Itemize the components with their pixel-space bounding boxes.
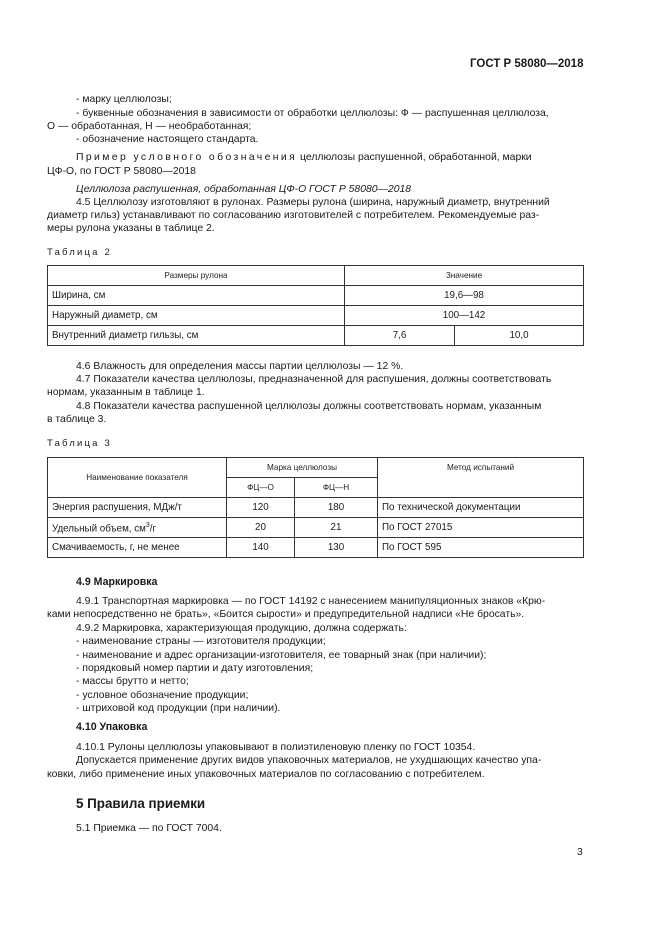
- table-cell: Ширина, см: [48, 286, 345, 306]
- section-heading: 4.10 Упаковка: [76, 721, 148, 733]
- list-item: - условное обозначение продукции;: [76, 690, 249, 701]
- paragraph-line: 4.10.1 Рулоны целлюлозы упаковывают в полиэтиленовую пленку по ГОСТ 10354.: [76, 742, 476, 753]
- table-cell: По технической документации: [378, 498, 584, 518]
- table-2-caption: Таблица 2: [47, 247, 112, 258]
- document-code: ГОСТ Р 58080—2018: [470, 58, 584, 70]
- paragraph-line: меры рулона указаны в таблице 2.: [47, 223, 215, 234]
- superscript: 3: [145, 522, 150, 530]
- paragraph-line: 5.1 Приемка — по ГОСТ 7004.: [76, 823, 222, 834]
- table-cell: 7,6: [345, 326, 455, 346]
- section-heading: 4.9 Маркировка: [76, 576, 158, 588]
- table-cell: 180: [295, 498, 378, 518]
- list-item: - наименование страны — изготовителя продукции;: [76, 636, 326, 647]
- table-row: [48, 498, 584, 518]
- table-cell: Внутренний диаметр гильзы, см: [48, 326, 345, 346]
- paragraph-line: 4.5 Целлюлозу изготовляют в рулонах. Размеры рулона (ширина, наружный диаметр, внутренний: [76, 197, 550, 208]
- list-item: - наименование и адрес организации-изготовителя, ее товарный знак (при наличии);: [76, 650, 487, 661]
- table-row: [48, 286, 584, 306]
- table-header-row: [48, 458, 584, 478]
- table-row: [48, 326, 584, 346]
- table-header-cell: ФЦ—О: [227, 478, 295, 498]
- table-header-cell: Значение: [345, 266, 584, 286]
- table-cell: Энергия распушения, МДж/т: [48, 498, 227, 518]
- table-cell: Наружный диаметр, см: [48, 306, 345, 326]
- list-item: - буквенные обозначения в зависимости от обработки целлюлозы: Ф — распушенная целлюлоза,: [76, 108, 549, 119]
- table-cell: 20: [227, 518, 295, 538]
- paragraph-line: 4.8 Показатели качества распушенной целлюлозы должны соответствовать нормам, указанным: [76, 401, 542, 412]
- table-header-cell: Размеры рулона: [48, 266, 345, 286]
- table-cell: 100—142: [345, 306, 584, 326]
- paragraph-line: в таблице 3.: [47, 414, 107, 425]
- example-text: целлюлозы распушенной, обработанной, марки: [300, 152, 532, 163]
- table-cell: Смачиваемость, г, не менее: [48, 538, 227, 558]
- example-line: [76, 151, 532, 164]
- table-header-cell: ФЦ—Н: [295, 478, 378, 498]
- paragraph-line: Допускается применение других видов упаковочных материалов, не ухудшающих качество упа-: [76, 755, 542, 766]
- cell-text: /г: [149, 523, 157, 535]
- list-item: - штриховой код продукции (при наличии).: [76, 703, 281, 714]
- list-item: - порядковый номер партии и дату изготовления;: [76, 663, 314, 674]
- page-number: 3: [577, 847, 583, 858]
- table-cell: По ГОСТ 27015: [378, 518, 584, 538]
- paragraph-line: 4.6 Влажность для определения массы партии целлюлозы — 12 %.: [76, 361, 404, 372]
- table-cell: 140: [227, 538, 295, 558]
- table-cell: 21: [295, 518, 378, 538]
- paragraph-line: 4.9.2 Маркировка, характеризующая продукцию, должна содержать:: [76, 623, 407, 634]
- paragraph-line: ковки, либо применение иных упаковочных материалов по согласованию с потребителем.: [47, 769, 485, 780]
- table-3-caption: Таблица 3: [47, 438, 112, 449]
- cell-text: Удельный объем, см: [52, 523, 146, 535]
- list-item: - марку целлюлозы;: [76, 94, 172, 105]
- list-item: - обозначение настоящего стандарта.: [76, 134, 259, 145]
- example-label: Пример условного обозначения: [76, 152, 298, 163]
- table-cell: [48, 518, 227, 538]
- table-3: [47, 457, 584, 558]
- paragraph-line: 4.9.1 Транспортная маркировка — по ГОСТ 14192 с нанесением манипуляционных знаков «Крю-: [76, 596, 546, 607]
- example-designation: Целлюлоза распушенная, обработанная ЦФ-О ГОСТ Р 58080—2018: [76, 184, 412, 195]
- table-cell: 10,0: [455, 326, 584, 346]
- table-cell: 120: [227, 498, 295, 518]
- paragraph-line: нормам, указанным в таблице 1.: [47, 387, 205, 398]
- table-cell: 19,6—98: [345, 286, 584, 306]
- table-cell: 130: [295, 538, 378, 558]
- paragraph-line: ками непосредственно не брать», «Боится сырости» и предупредительной надписи «Не бросать».: [47, 609, 525, 620]
- paragraph-line: 4.7 Показатели качества целлюлозы, предназначенной для распушения, должны соответствовать: [76, 374, 552, 385]
- table-header-cell: Марка целлюлозы: [227, 458, 378, 478]
- table-row: [48, 518, 584, 538]
- table-header-cell: Метод испытаний: [378, 458, 584, 498]
- list-item: - массы брутто и нетто;: [76, 676, 189, 687]
- table-header-cell: Наименование показателя: [48, 458, 227, 498]
- table-header-row: [48, 266, 584, 286]
- chapter-heading: 5 Правила приемки: [76, 796, 206, 811]
- table-row: [48, 306, 584, 326]
- paragraph-line: диаметр гильз) устанавливают по согласованию изготовителей с потребителем. Рекомендуемые раз-: [47, 210, 540, 221]
- table-cell: По ГОСТ 595: [378, 538, 584, 558]
- table-row: [48, 538, 584, 558]
- table-2: [47, 265, 584, 346]
- example-line-2: ЦФ-О, по ГОСТ Р 58080—2018: [47, 166, 196, 177]
- list-item-continuation: О — обработанная, Н — необработанная;: [47, 121, 252, 132]
